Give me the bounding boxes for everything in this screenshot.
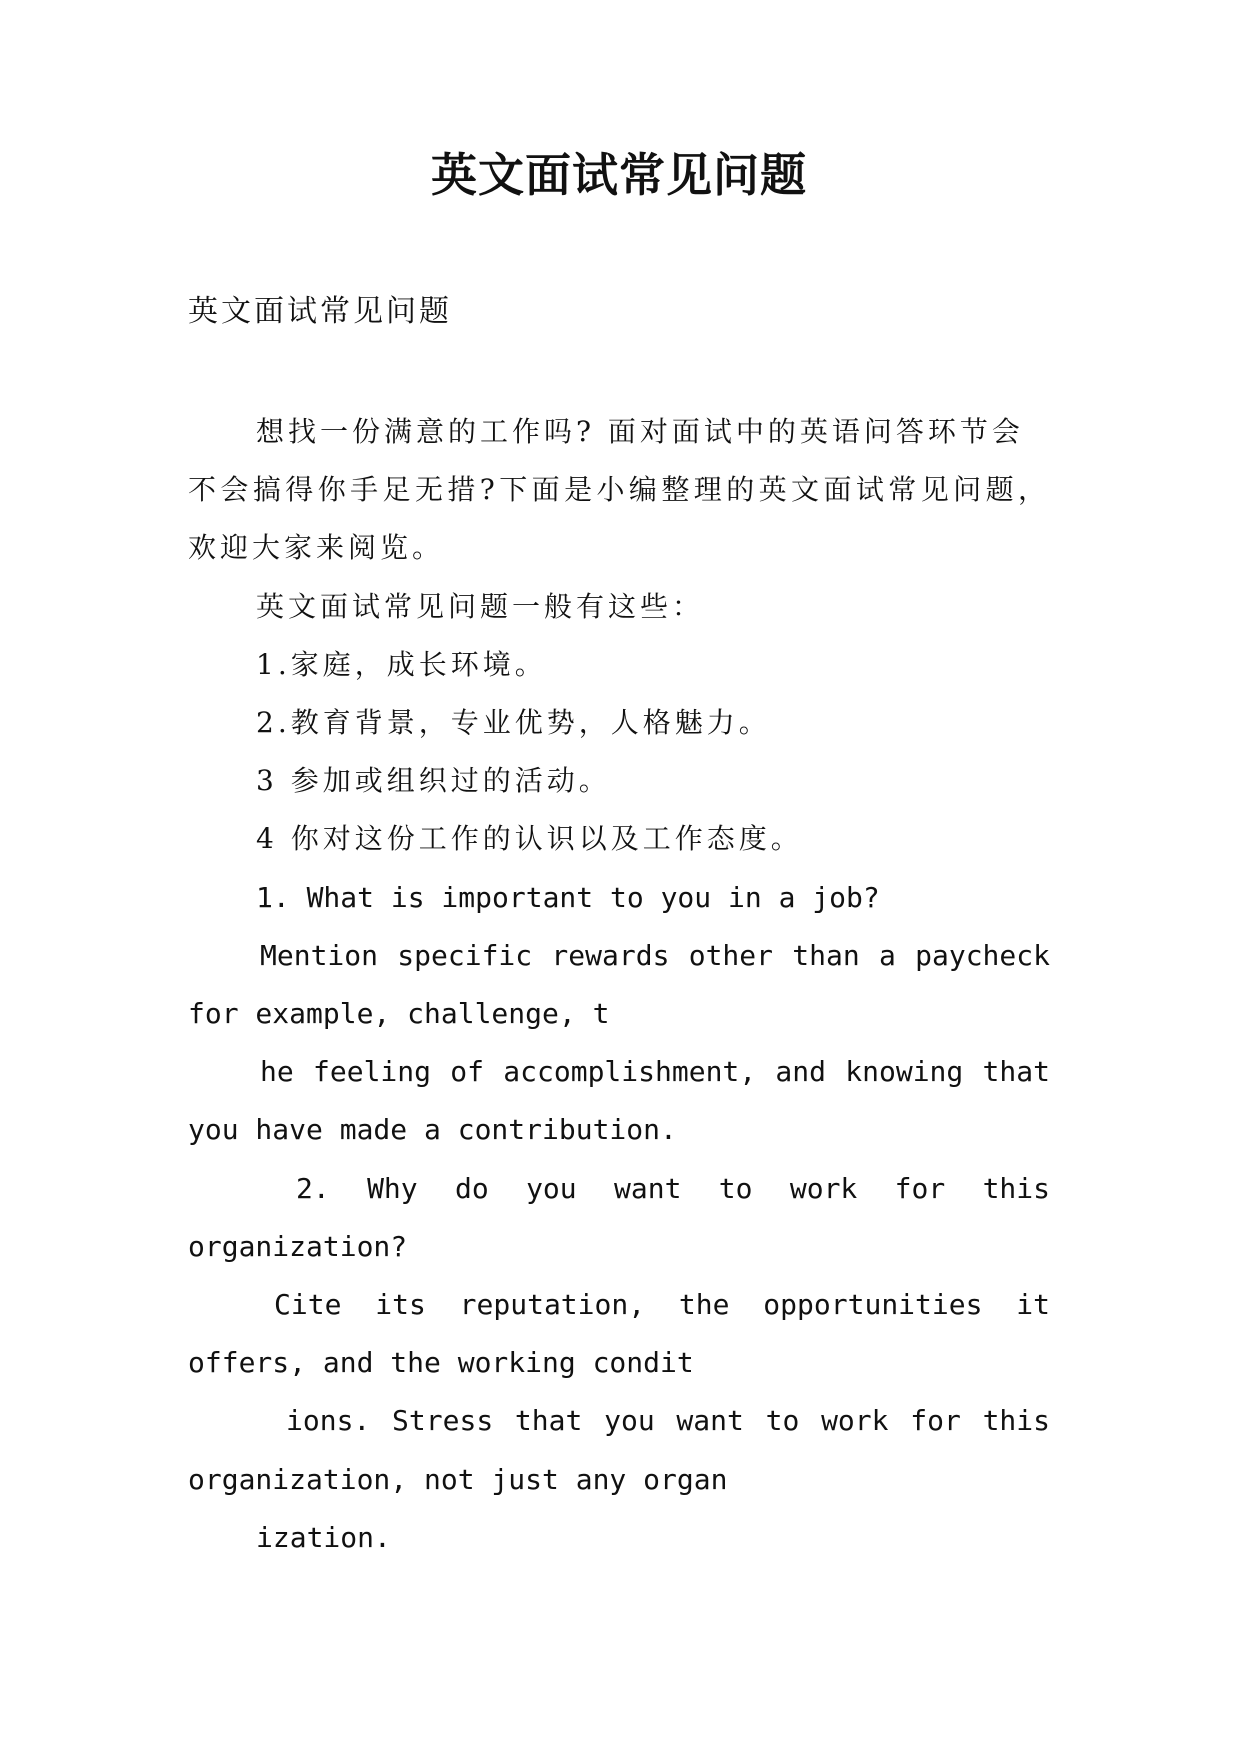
list-item-4: 4 你对这份工作的认识以及工作态度。: [256, 822, 803, 856]
answer-2-part-3: ization.: [256, 1520, 391, 1554]
answer-2-part-1: Cite its reputation, the opportunities it offers, and the working condit: [188, 1288, 1050, 1380]
intro-paragraph: [188, 403, 1050, 578]
list-item-2: 2.教育背景，专业优势，人格魅力。: [256, 706, 771, 740]
list-item-1: 1.家庭，成长环境。: [256, 647, 547, 681]
document-body: [188, 403, 1050, 1567]
intro-line-1: 想找一份满意的工作吗? 面对面试中的英语问答环节会: [256, 415, 1024, 448]
answer-2-part-2: ions. Stress that you want to work for this organization, not just any organ: [188, 1404, 1050, 1496]
intro-rest: 不会搞得你手足无措?下面是小编整理的英文面试常见问题，欢迎大家来阅览。: [188, 473, 1050, 565]
answer-1-part-1: Mention specific rewards other than a paycheck for example, challenge, t: [188, 938, 1050, 1031]
document-title: 英文面试常见问题: [431, 148, 807, 202]
answer-1-part-2: he feeling of accomplishment, and knowing that you have made a contribution.: [188, 1055, 1050, 1147]
document-subtitle: 英文面试常见问题: [188, 294, 452, 329]
list-item-3: 3 参加或组织过的活动。: [256, 764, 611, 798]
question-2: 2. Why do you want to work for this organization?: [188, 1171, 1050, 1263]
question-1: 1. What is important to you in a job?: [256, 880, 880, 914]
lead-paragraph: 英文面试常见问题一般有这些：: [256, 589, 705, 623]
